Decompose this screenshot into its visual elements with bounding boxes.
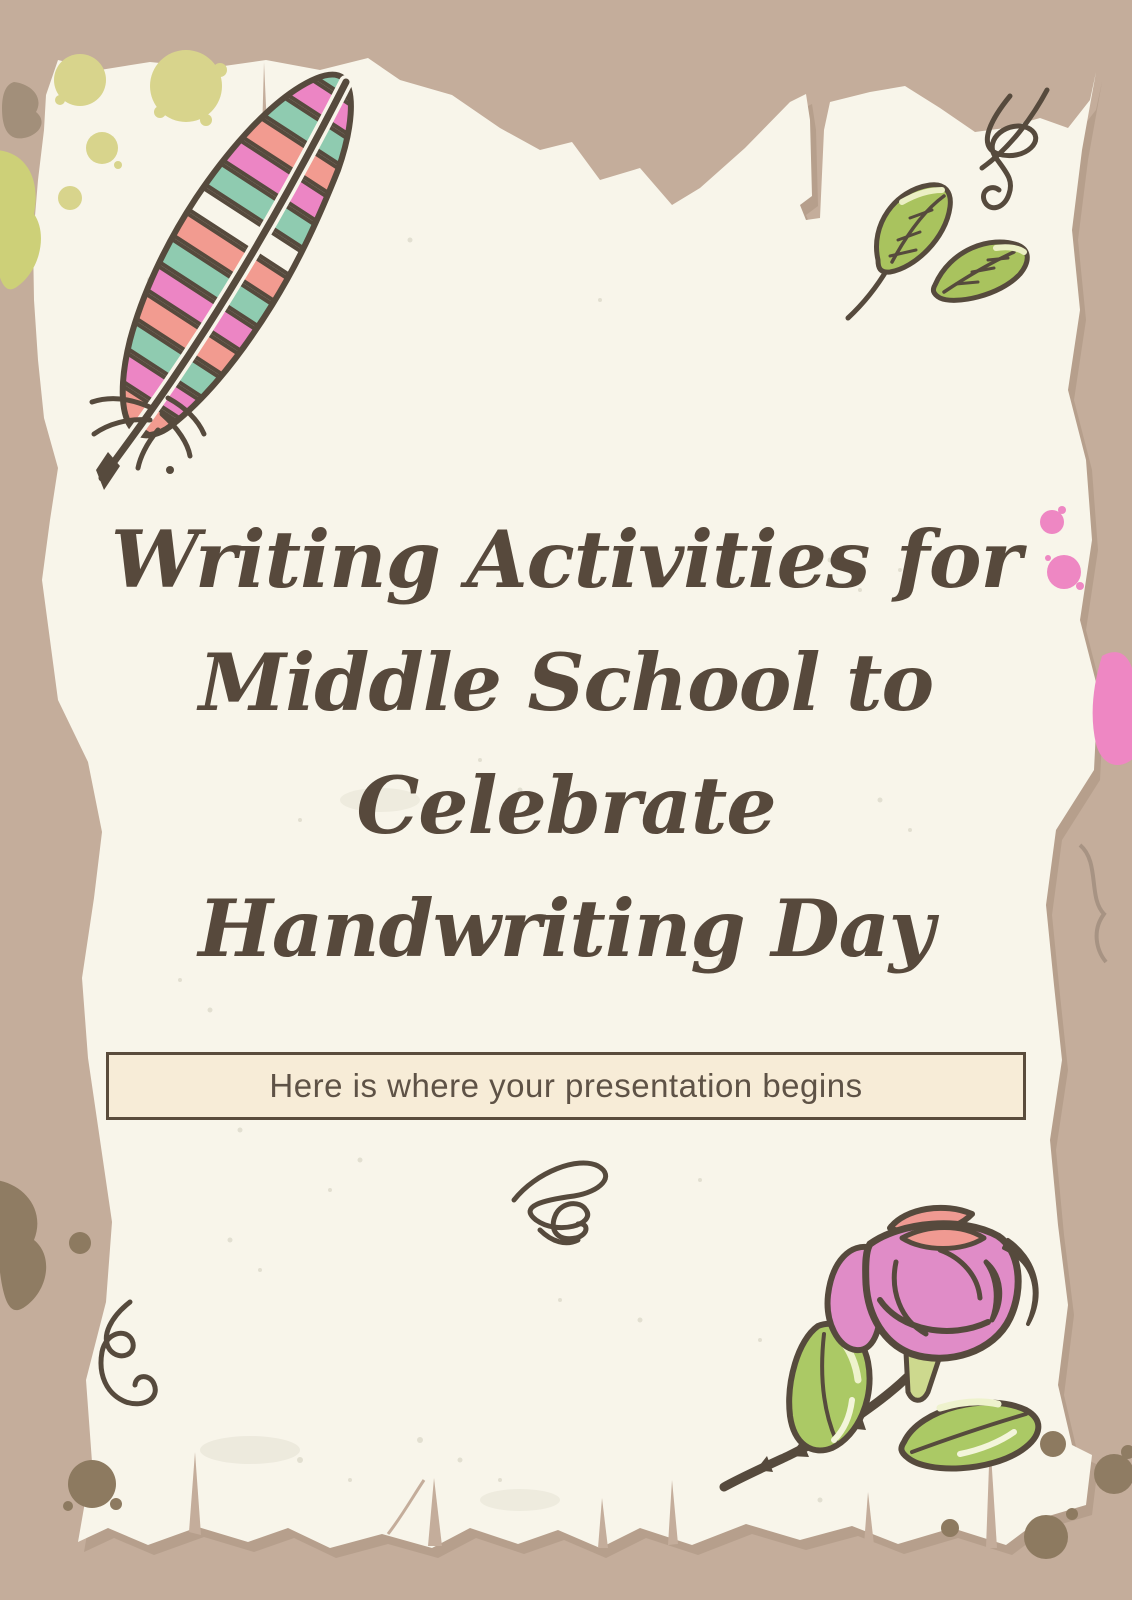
pink-border-blob (1093, 652, 1132, 765)
title-line-3: Celebrate (356, 759, 776, 852)
title-line-2: Middle School to (198, 636, 934, 729)
title-line-4: Handwriting Day (198, 882, 934, 975)
subtitle-banner[interactable] (106, 1052, 1026, 1120)
subtitle-text: Here is where your presentation begins (269, 1067, 863, 1104)
title-line-1: Writing Activities for (110, 513, 1022, 606)
title-text-box[interactable] (66, 498, 1066, 990)
